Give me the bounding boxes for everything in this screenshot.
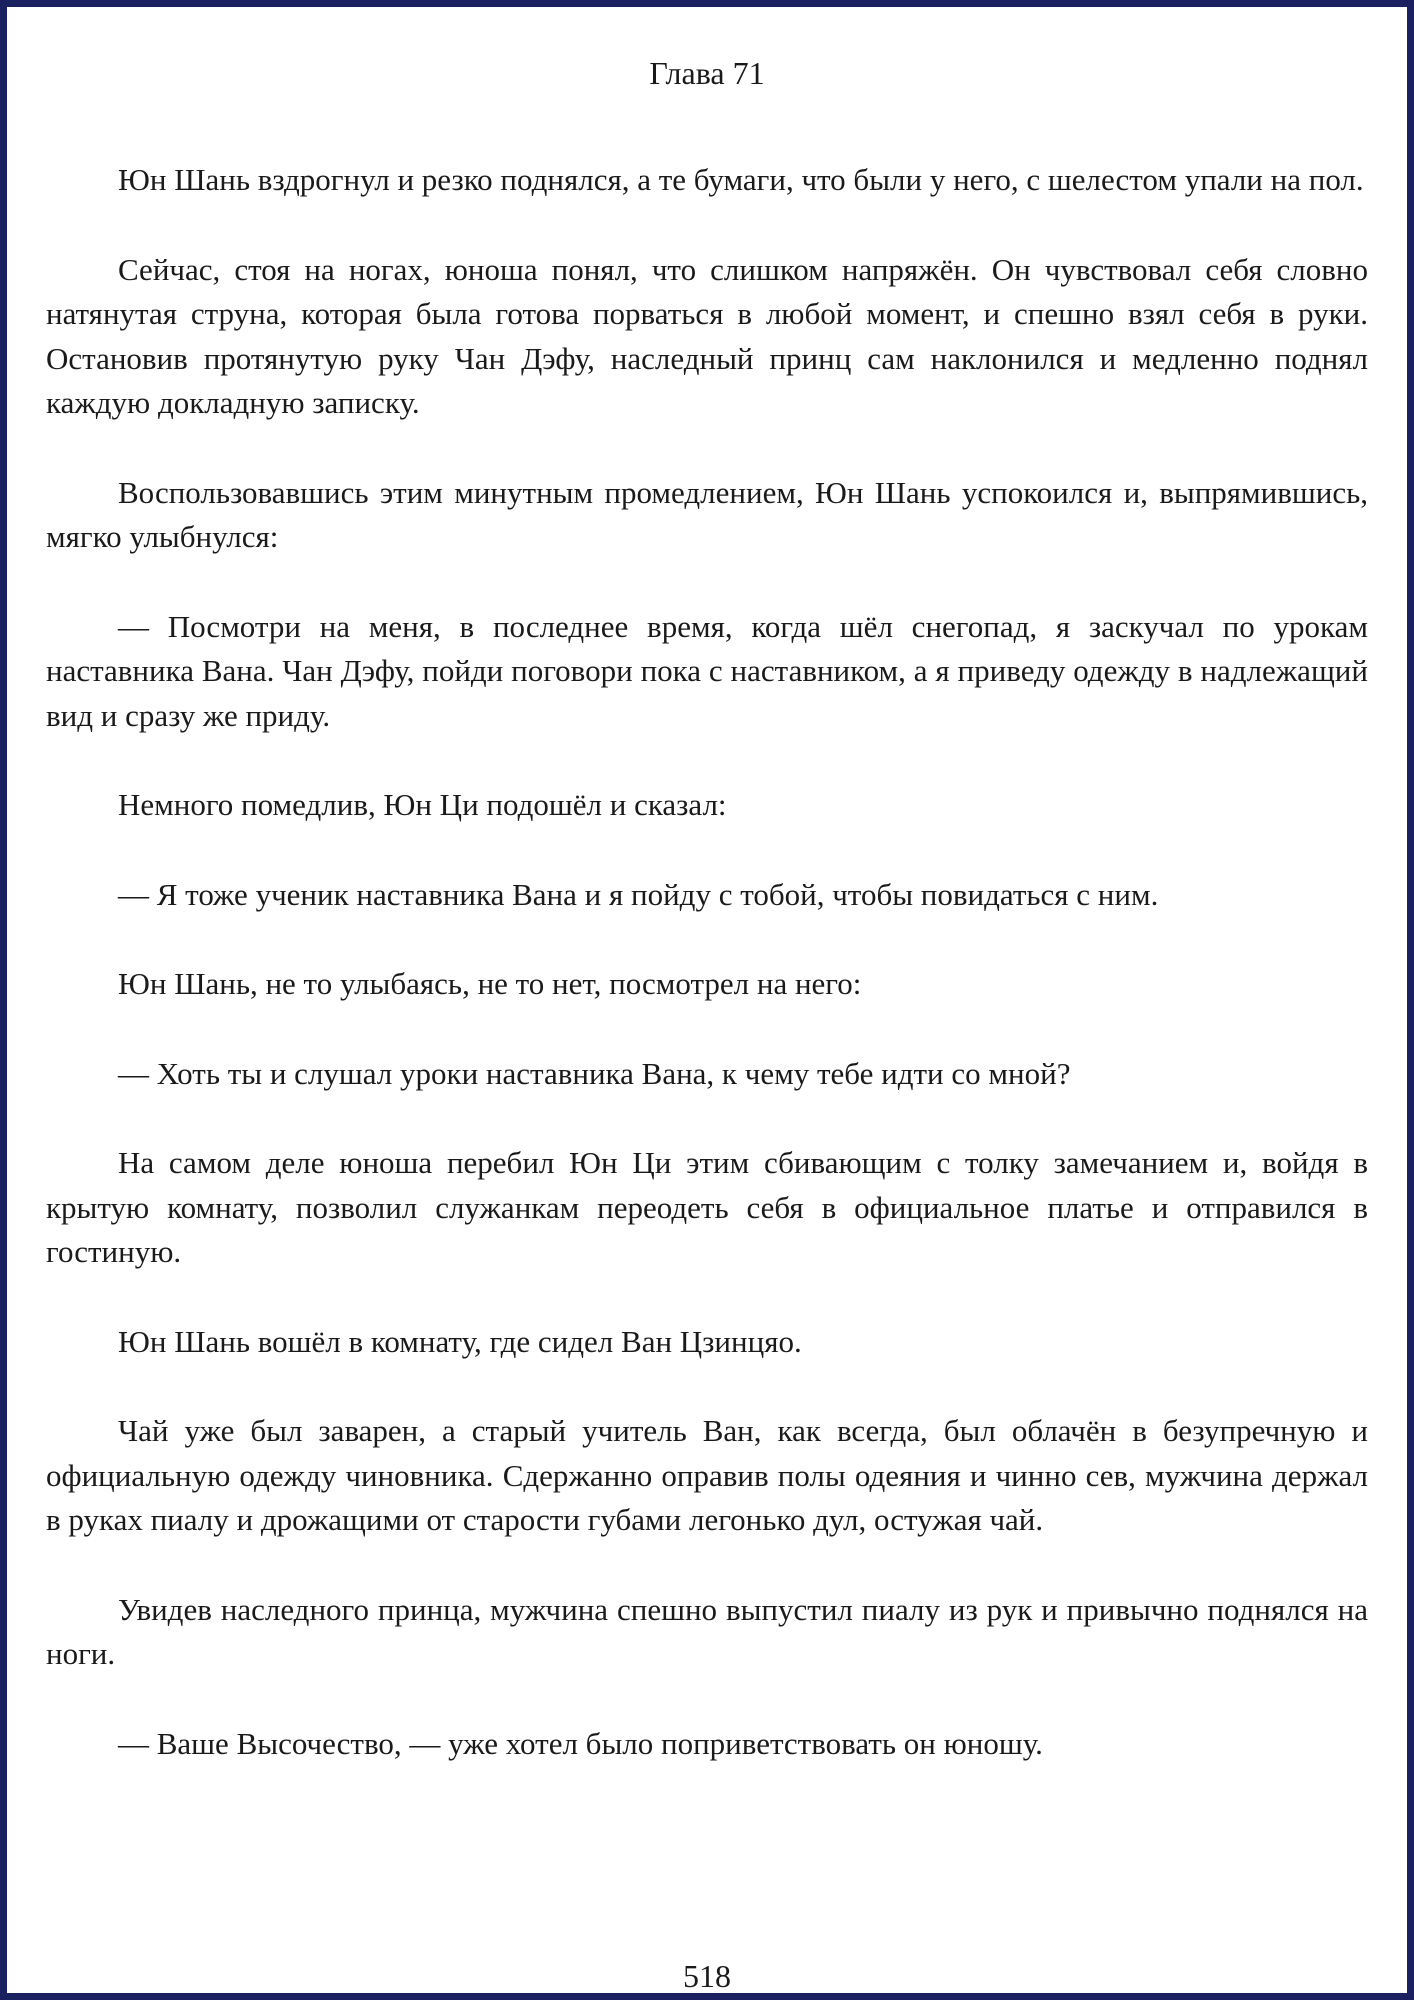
paragraph: Юн Шань вошёл в комнату, где сидел Ван Цзинцяо. — [118, 1323, 802, 1359]
paragraph: Юн Шань, не то улыбаясь, не то нет, посмотрел на него: — [118, 966, 862, 1001]
paragraph: Воспользовавшись этим минутным промедлением, Юн Шань успокоился и, выпрямившись, мягко улыбнулся: — [46, 474, 1368, 554]
paragraph: Юн Шань вздрогнул и резко поднялся, а те бумаги, что были у него, с шелестом упали на пол. — [118, 162, 1364, 197]
paragraph: Немного помедлив, Юн Ци подошёл и сказал: — [118, 787, 727, 822]
paragraph: На самом деле юноша перебил Юн Ци этим сбивающим с толку замечанием и, войдя в крытую комнату, позволил служанкам переодеть себя в официальное платье и отправился в гостиную. — [46, 1145, 1368, 1269]
chapter-body — [46, 158, 1368, 1811]
paragraph: Чай уже был заварен, а старый учитель Ван, как всегда, был облачён в безупречную и официальную одежду чиновника. Сдержанно оправив полы одеяния и чинно сев, мужчина держал в руках пиалу и дрожащими от старости губами легонько дул, остужая чай. — [46, 1413, 1368, 1537]
paragraph: — Ваше Высочество, — уже хотел было поприветствовать он юношу. — [118, 1725, 1043, 1761]
paragraph: — Я тоже ученик наставника Вана и я пойду с тобой, чтобы повидаться с ним. — [118, 876, 1159, 912]
paragraph: — Посмотри на меня, в последнее время, когда шёл снегопад, я заскучал по урокам наставника Вана. Чан Дэфу, пойди поговори пока с наставником, а я приведу одежду в надлежащий вид и сразу же приду. — [46, 608, 1368, 733]
paragraph: Сейчас, стоя на ногах, юноша понял, что слишком напряжён. Он чувствовал себя словно натянутая струна, которая была готова порваться в любой момент, и спешно взял себя в руки. Остановив протянутую руку Чан Дэфу, наследный принц сам наклонился и медленно поднял каждую докладную записку. — [46, 251, 1368, 420]
paragraph: Увидев наследного принца, мужчина спешно выпустил пиалу из рук и привычно поднялся на ноги. — [46, 1591, 1368, 1671]
chapter-title: Глава 71 — [649, 55, 765, 91]
paragraph: — Хоть ты и слушал уроки наставника Вана, к чему тебе идти со мной? — [118, 1055, 1071, 1091]
page-number: 518 — [683, 1958, 731, 1994]
